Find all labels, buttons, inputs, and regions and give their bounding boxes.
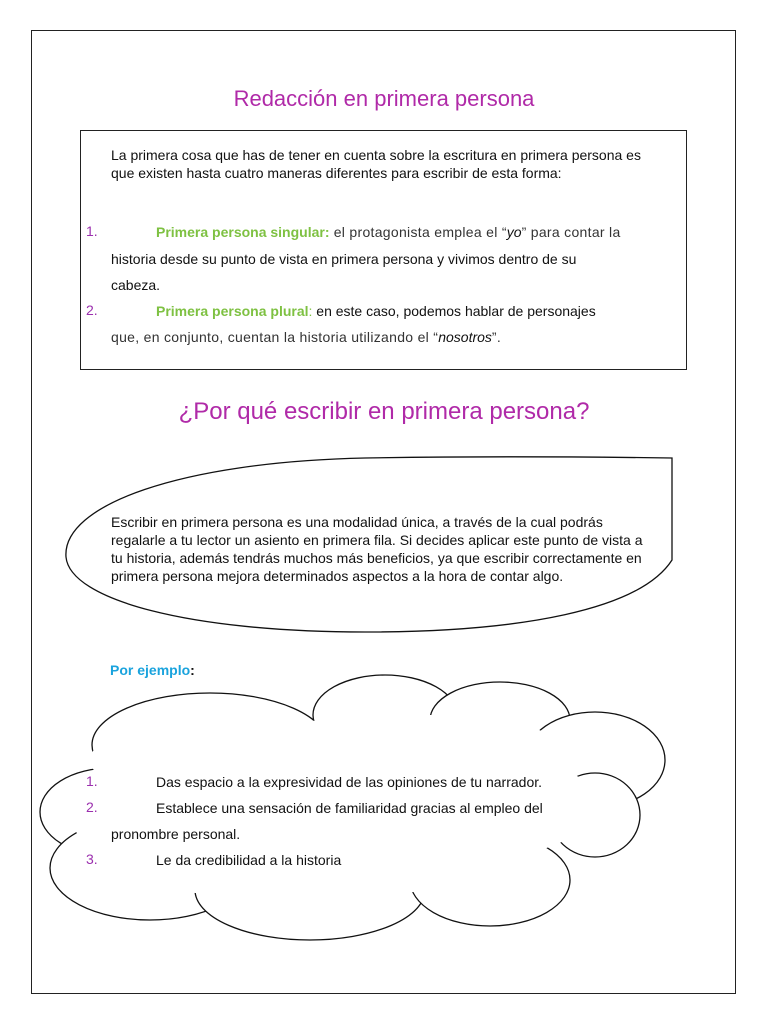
section-title: ¿Por qué escribir en primera persona? xyxy=(178,398,590,425)
cloud-item-1: Das espacio a la expresividad de las opiniones de tu narrador. xyxy=(156,774,543,790)
item-text: el protagonista emplea el “ xyxy=(329,224,507,240)
item-text: en este caso, podemos hablar de personajes xyxy=(312,303,596,319)
example-label xyxy=(110,662,195,678)
item-heading-plural: Primera persona plural xyxy=(156,303,309,319)
bubble-text: Escribir en primera persona es una modalidad única, a través de la cual podrás regalarle a tu lector un asiento en primera fila. Si decides aplicar este punto de vista a tu historia, además tendrás muchos más beneficios, ya que escribir correctamente en primera persona mejora determinados aspectos a la hora de contar algo. xyxy=(111,514,643,584)
example-label-colon: : xyxy=(190,662,195,678)
page-title: Redacción en primera persona xyxy=(233,86,535,111)
example-label-text: Por ejemplo xyxy=(110,662,191,678)
item-text: ”. xyxy=(491,329,502,345)
item-heading-singular: Primera persona singular: xyxy=(156,224,330,240)
item-heading-colon: : xyxy=(308,303,313,319)
item-emphasis-yo: yo xyxy=(506,224,522,240)
item-continuation: cabeza. xyxy=(111,277,161,293)
item-text: que, en conjunto, cuentan la historia utilizando el “ xyxy=(111,329,439,345)
intro-text: La primera cosa que has de tener en cuenta sobre la escritura en primera persona es que existen hasta cuatro maneras diferentes para escribir de esta forma: xyxy=(111,147,641,181)
cloud-item-2-continuation: pronombre personal. xyxy=(111,826,241,842)
item-text: ” para contar la xyxy=(521,224,621,240)
cloud-item-2: Establece una sensación de familiaridad gracias al empleo del xyxy=(156,800,543,816)
item-continuation: historia desde su punto de vista en primera persona y vivimos dentro de su xyxy=(111,251,577,267)
list-number-1: 1. xyxy=(86,223,98,239)
item-emphasis-nosotros: nosotros xyxy=(438,329,492,345)
list-number-2: 2. xyxy=(86,302,98,318)
cloud-number-3: 3. xyxy=(86,851,98,867)
cloud-number-1: 1. xyxy=(86,773,98,789)
cloud-number-2: 2. xyxy=(86,799,98,815)
cloud-item-3: Le da credibilidad a la historia xyxy=(156,852,342,868)
